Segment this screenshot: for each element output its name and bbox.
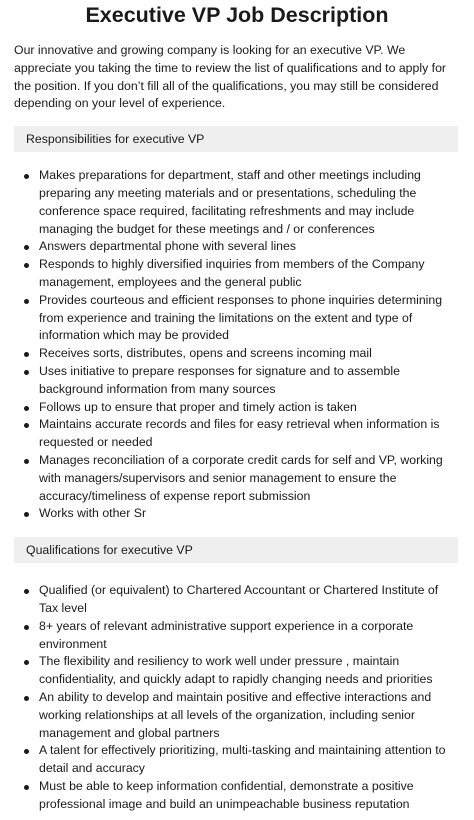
bullet-icon <box>24 749 29 754</box>
bullet-icon <box>24 174 29 179</box>
list-item <box>0 416 474 452</box>
bullet-icon <box>24 696 29 701</box>
list-item <box>0 505 474 523</box>
list-item-text: Responds to highly diversified inquiries from members of the Company management, employees and the general public <box>39 257 425 289</box>
list-item <box>0 363 474 399</box>
list-item <box>0 399 474 417</box>
bullet-icon <box>24 512 29 517</box>
list-item <box>0 582 474 618</box>
list-item-text: Answers departmental phone with several lines <box>39 239 297 254</box>
responsibilities-header: Responsibilities for executive VP <box>14 126 458 152</box>
bullet-icon <box>24 263 29 268</box>
list-item-text: Receives sorts, distributes, opens and screens incoming mail <box>39 346 372 361</box>
list-item <box>0 345 474 363</box>
list-item-text: Makes preparations for department, staff and other meetings including preparing any meeting materials and or presentations, scheduling the conference space required, facilitating refreshments and may include managing the budget for these meetings and / or conferences <box>39 168 421 236</box>
list-item <box>0 618 474 654</box>
bullet-icon <box>24 625 29 630</box>
bullet-icon <box>24 423 29 428</box>
list-item <box>0 452 474 505</box>
bullet-icon <box>24 459 29 464</box>
bullet-icon <box>24 785 29 790</box>
bullet-icon <box>24 406 29 411</box>
list-item-text: Qualified (or equivalent) to Chartered Accountant or Chartered Institute of Tax level <box>39 583 439 615</box>
list-item-text: Maintains accurate records and files for easy retrieval when information is requested or needed <box>39 417 440 450</box>
bullet-icon <box>24 299 29 304</box>
list-item-text: An ability to develop and maintain positive and effective interactions and working relationships at all levels of the organization, including senior management and global partners <box>39 689 432 740</box>
list-item <box>0 292 474 345</box>
bullet-icon <box>24 370 29 375</box>
list-item-text: A talent for effectively prioritizing, multi-tasking and maintaining attention to detail and accuracy <box>39 743 446 776</box>
bullet-icon <box>24 352 29 357</box>
list-item-text: Must be able to keep information confidential, demonstrate a positive professional image and build an unimpeachable business reputation <box>39 778 414 811</box>
qualifications-header: Qualifications for executive VP <box>14 537 458 563</box>
list-item-text: Works with other Sr <box>39 506 147 521</box>
list-item <box>0 653 474 689</box>
list-item-text: 8+ years of relevant administrative support experience in a corporate environment <box>39 618 414 651</box>
qualifications-list <box>0 582 474 813</box>
list-item <box>0 167 474 238</box>
list-item-text: Manages reconciliation of a corporate credit cards for self and VP, working with managers/supervisors and senior management to ensure the accuracy/timeliness of expense report submission <box>39 452 443 503</box>
list-item-text: Provides courteous and efficient responses to phone inquiries determining from experience and training the limitations on the extent and type of information which may be provided <box>39 292 443 343</box>
list-item <box>0 778 474 814</box>
bullet-icon <box>24 245 29 250</box>
bullet-icon <box>24 589 29 594</box>
list-item-text: Follows up to ensure that proper and timely action is taken <box>39 399 357 414</box>
list-item <box>0 742 474 778</box>
list-item-text: Uses initiative to prepare responses for signature and to assemble background information from many sources <box>39 363 400 396</box>
responsibilities-list <box>0 167 474 523</box>
list-item <box>0 689 474 742</box>
intro-paragraph: Our innovative and growing company is looking for an executive VP. We appreciate you taking the time to review the list of qualifications and to apply for the position. If you don’t fill all of the qualifications, you may still be considered depending on your level of experience. <box>14 43 447 111</box>
bullet-icon <box>24 660 29 665</box>
list-item-text: The flexibility and resiliency to work well under pressure , maintain confidentiality, and quickly adapt to rapidly changing needs and priorities <box>39 654 433 687</box>
page-title: Executive VP Job Description <box>85 3 389 27</box>
list-item <box>0 256 474 292</box>
list-item <box>0 238 474 256</box>
